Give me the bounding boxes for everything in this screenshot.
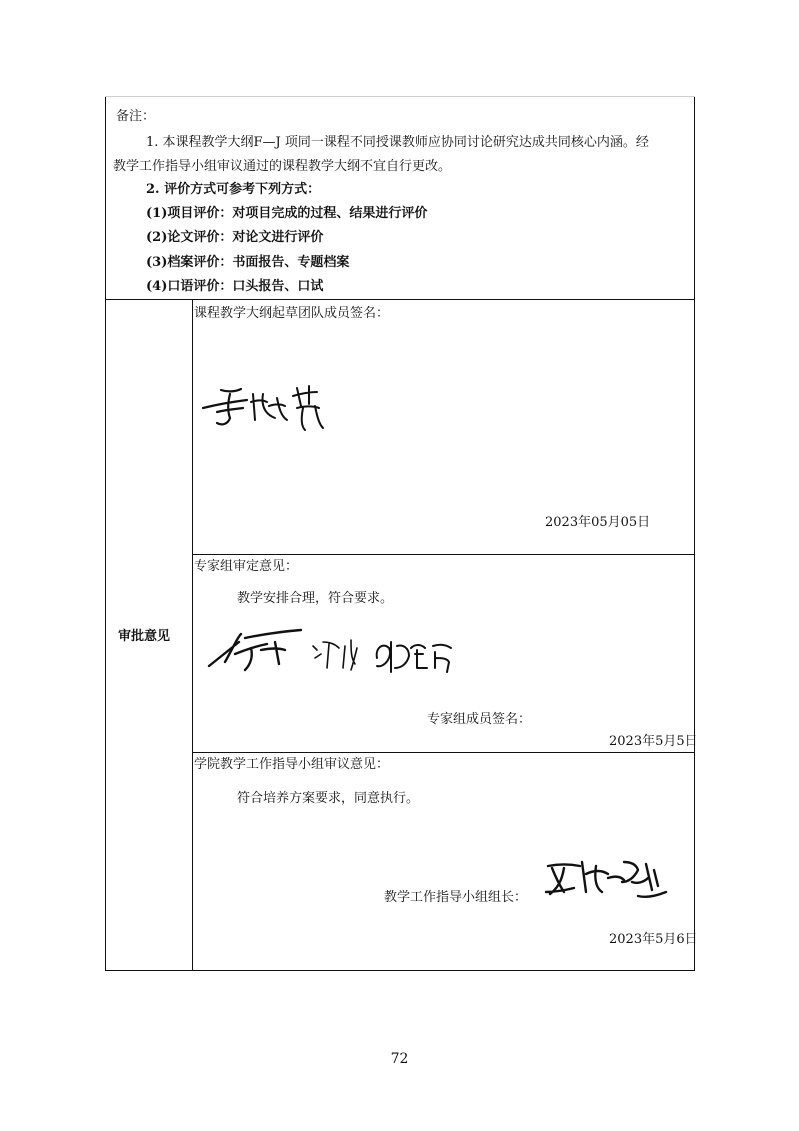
drafting-date: 2023年05月05日 (545, 515, 651, 530)
drafting-bottom-border (192, 554, 695, 555)
page-number: 72 (390, 1051, 409, 1067)
expert-bottom-border (192, 752, 695, 753)
evaluation-method-paper: (2)论文评价：对论文进行评价 (146, 230, 324, 245)
expert-signer-label: 专家组成员签名： (427, 712, 532, 727)
remarks-heading: 备注： (116, 109, 156, 124)
label-column-border (192, 299, 193, 971)
remarks-item1-line2: 教学工作指导小组审议通过的课程教学大纲不宜自行更改。 (113, 159, 452, 174)
remarks-item1-line1: 1. 本课程教学大纲F—J 项同一课程不同授课教师应协同讨论研究达成共同核心内涵。经 (146, 135, 649, 150)
drafting-title: 课程教学大纲起草团队成员签名： (194, 306, 390, 321)
expert-date: 2023年5月5日 (609, 734, 698, 749)
college-comment: 符合培养方案要求，同意执行。 (237, 791, 420, 806)
evaluation-method-portfolio: (3)档案评价：书面报告、专题档案 (146, 255, 350, 270)
evaluation-method-oral: (4)口语评价：口头报告、口试 (146, 279, 324, 294)
drafting-signature (197, 378, 337, 438)
approval-side-label: 审批意见 (118, 629, 171, 644)
remarks-bottom-border (105, 299, 695, 300)
college-leader-signature (542, 852, 672, 902)
expert-title: 专家组审定意见： (194, 559, 299, 574)
college-title: 学院教学工作指导小组审议意见： (194, 757, 390, 772)
expert-signatures (205, 628, 465, 678)
evaluation-method-project: (1)项目评价：对项目完成的过程、结果进行评价 (146, 206, 428, 221)
expert-comment: 教学安排合理，符合要求。 (237, 591, 394, 606)
college-signer-label: 教学工作指导小组组长： (384, 890, 528, 905)
college-date: 2023年5月6日 (609, 932, 698, 947)
remarks-item2-heading: 2. 评价方式可参考下列方式： (146, 182, 321, 197)
